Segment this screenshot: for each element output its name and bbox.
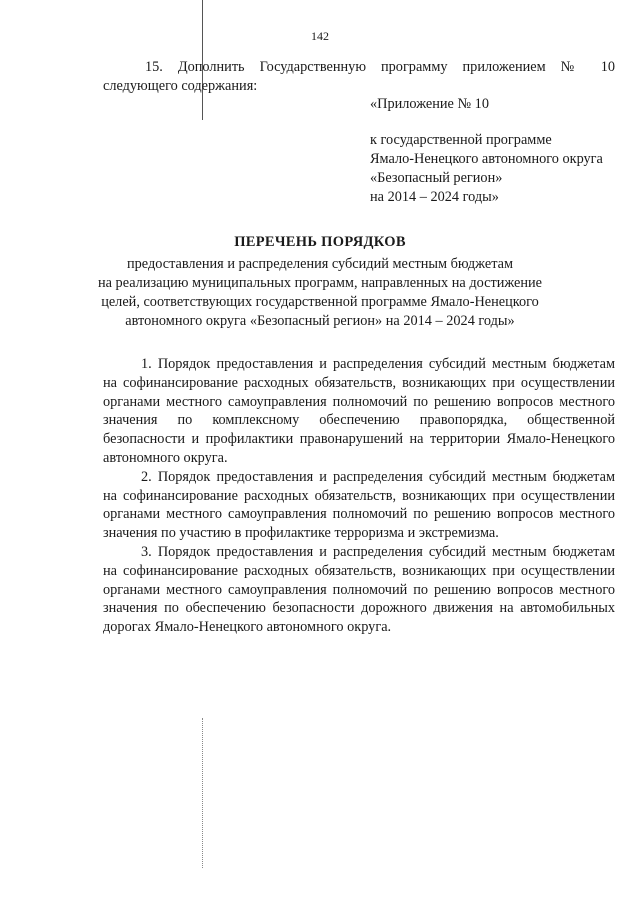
appendix-line: к государственной программе	[370, 132, 552, 148]
item-text: Порядок предоставления и распределения субсидий местным бюджетам на софинансирование расходных обязательств, возникающих при осуществлении органами местного самоуправления полномочий по решению вопросов местного значения по комплексному обеспечению правопорядка, общественной безопасности и профилактики правонарушений на территории Ямало-Ненецкого автономного округа.	[103, 356, 615, 466]
appendix-line: «Безопасный регион»	[370, 170, 503, 186]
appendix-block	[370, 131, 603, 207]
appendix-line: Ямало-Ненецкого автономного округа	[370, 151, 603, 167]
subheading-line: целей, соответствующих государственной программе Ямало-Ненецкого	[101, 294, 539, 310]
item-text: Порядок предоставления и распределения субсидий местным бюджетам на софинансирование расходных обязательств, возникающих при осуществлении органами местного самоуправления полномочий по решению вопросов местного значения по участию в профилактике терроризма и экстремизма.	[103, 468, 615, 542]
appendix-title: «Приложение № 10	[370, 96, 489, 112]
list-item	[103, 468, 615, 543]
item-number: 3.	[141, 543, 152, 560]
subheading-line: автономного округа «Безопасный регион» на 2014 – 2024 годы»	[125, 313, 515, 329]
list-subheading	[0, 255, 640, 331]
procedures-list	[103, 355, 615, 637]
list-heading: ПЕРЕЧЕНЬ ПОРЯДКОВ	[234, 234, 406, 250]
paragraph-15-line2: следующего содержания:	[103, 78, 258, 94]
subheading-line: предоставления и распределения субсидий местным бюджетам	[126, 256, 514, 272]
subheading-line: на реализацию муниципальных программ, направленных на достижение	[97, 275, 543, 291]
page-number: 142	[311, 29, 329, 43]
list-item	[103, 355, 615, 468]
item-number: 2.	[141, 468, 152, 485]
item-number: 1.	[141, 356, 152, 372]
item-text: Порядок предоставления и распределения субсидий местным бюджетам на софинансирование расходных обязательств, возникающих при осуществлении органами местного самоуправления полномочий по решению вопросов местного значения по обеспечению безопасности дорожного движения на автомобильных дорогах Ямало-Ненецкого автономного округа.	[103, 543, 615, 636]
scan-margin-dotted-line	[202, 718, 203, 868]
paragraph-15-line1: 15. Дополнить Государственную программу приложением № 10	[145, 59, 615, 75]
list-item	[103, 543, 615, 637]
appendix-line: на 2014 – 2024 годы»	[370, 189, 499, 205]
paragraph-15	[103, 58, 615, 96]
